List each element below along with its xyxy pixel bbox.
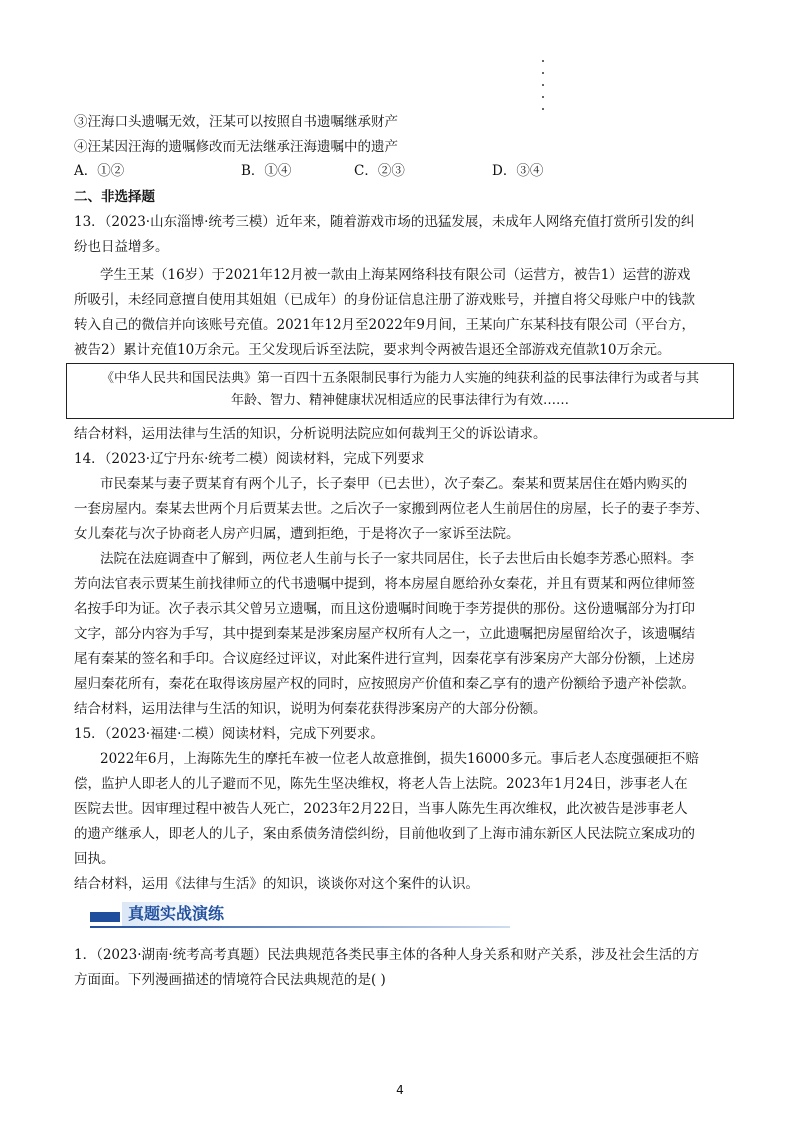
page-number: 4 <box>396 1083 404 1097</box>
q14-line-1: 14．（2023·辽宁丹东·统考二模）阅读材料，完成下列要求 <box>74 451 425 467</box>
q14-line-7: 名按手印为证。次子表示其父曾另立遗嘱，而且这份遗嘱时间晚于李芳提供的那份。这份遗嘱部分为打印 <box>74 601 695 617</box>
q15-line-3: 偿，监护人即老人的儿子避而不见，陈先生坚决维权，将老人告上法院。2023年1月24日，涉事老人在 <box>74 776 688 792</box>
option-4: ④汪某因汪海的遗嘱修改而无法继承汪海遗嘱中的遗产 <box>74 139 398 155</box>
law-quote-line-1: 《中华人民共和国民法典》第一百四十五条限制民事行为能力人实施的纯获利益的民事法律行为或者与其 <box>100 371 699 386</box>
q14-line-8: 文字，部分内容为手写，其中提到秦某是涉案房屋产权所有人之一，立此遗嘱把房屋留给次子，该遗嘱结 <box>74 626 695 642</box>
q14-line-4: 女儿秦花与次子协商老人房产归属，遭到拒绝，于是将次子一家诉至法院。 <box>74 526 520 542</box>
law-quote-line-2: 年龄、智力、精神健康状况相适应的民事法律行为有效…… <box>230 393 569 408</box>
q13-line-2: 纷也日益增多。 <box>74 239 169 255</box>
choice-a: A．①② <box>74 163 125 179</box>
q14-line-10: 屋归秦花所有，秦花在取得该房屋产权的同时，应按照房产价值和秦乙享有的遗产份额给予遗产补偿款。 <box>74 676 695 692</box>
q13-line-5: 转入自己的微信并向该账号充值。2021年12月至2022年9月间，王某向广东某科技有限公司（平台方， <box>74 317 695 333</box>
q15-line-4: 医院去世。因审理过程中被告人死亡，2023年2月22日，当事人陈先生再次维权，此次被告是涉事老人 <box>74 801 688 817</box>
q14-line-5: 法院在法庭调查中了解到，两位老人生前与长子一家共同居住，长子去世后由长媳李芳悉心照料。李 <box>100 551 694 567</box>
q13-line-3: 学生王某（16岁）于2021年12月被一款由上海某网络科技有限公司（运营方，被告1）运营的游戏 <box>100 267 691 283</box>
banner-accent-bar <box>90 912 120 922</box>
q13-line-6: 被告2）累计充值10万余元。王父发现后诉至法院，要求判令两被告退还全部游戏充值款10万余元。 <box>74 342 671 358</box>
q1-line-1: 1．（2023·湖南·统考高考真题）民法典规范各类民事主体的各种人身关系和财产关系，涉及社会生活的方 <box>74 947 700 963</box>
margin-dots <box>540 60 546 120</box>
banner-title: 真题实战演练 <box>122 902 230 926</box>
q14-line-6: 芳向法官表示贾某生前找律师立的代书遗嘱中提到，将本房屋自愿给孙女秦花，并且有贾某和两位律师签 <box>74 576 695 592</box>
choice-c: C．②③ <box>354 163 405 179</box>
option-3: ③汪海口头遗嘱无效，汪某可以按照自书遗嘱继承财产 <box>74 114 398 130</box>
q14-line-2: 市民秦某与妻子贾某育有两个儿子，长子秦甲（已去世），次子秦乙。秦某和贾某居住在婚内购买的 <box>100 476 688 492</box>
answer-choices <box>74 161 734 181</box>
q13-line-1: 13．（2023·山东淄博·统考三模）近年来，随着游戏市场的迅猛发展，未成年人网络充值打赏所引发的纠 <box>74 214 695 230</box>
choice-d: D．③④ <box>492 163 544 179</box>
section-banner <box>90 900 510 928</box>
q15-question: 结合材料，运用《法律与生活》的知识，谈谈你对这个案件的认识。 <box>74 876 479 892</box>
q15-line-5: 的遗产继承人，即老人的儿子，案由系债务清偿纠纷，目前他收到了上海市浦东新区人民法院立案成功的 <box>74 826 695 842</box>
section-title: 二、非选择题 <box>74 189 155 205</box>
q14-line-3: 一套房屋内。秦某去世两个月后贾某去世。之后次子一家搬到两位老人生前居住的房屋，长子的妻子李芳、 <box>74 501 709 517</box>
q15-line-6: 回执。 <box>74 851 115 867</box>
q15-line-2: 2022年6月，上海陈先生的摩托车被一位老人故意推倒，损失16000多元。事后老人态度强硬拒不赔 <box>100 751 699 767</box>
choice-b: B．①④ <box>241 163 292 179</box>
banner-underline <box>90 926 510 928</box>
q13-question: 结合材料，运用法律与生活的知识，分析说明法院应如何裁判王父的诉讼请求。 <box>74 426 547 442</box>
law-quote-box <box>66 363 734 419</box>
q15-line-1: 15．（2023·福建·二模）阅读材料，完成下列要求。 <box>74 726 384 742</box>
q1-line-2: 方面面。下列漫画描述的情境符合民法典规范的是( ) <box>74 972 386 988</box>
q13-line-4: 所吸引，未经同意擅自使用其姐姐（已成年）的身份证信息注册了游戏账号，并擅自将父母账户中的钱款 <box>74 292 695 308</box>
q14-line-9: 尾有秦某的签名和手印。合议庭经过评议，对此案件进行宣判，因秦花享有涉案房产大部分份额，上述房 <box>74 651 695 667</box>
q14-question: 结合材料，运用法律与生活的知识，说明为何秦花获得涉案房产的大部分份额。 <box>74 701 547 717</box>
